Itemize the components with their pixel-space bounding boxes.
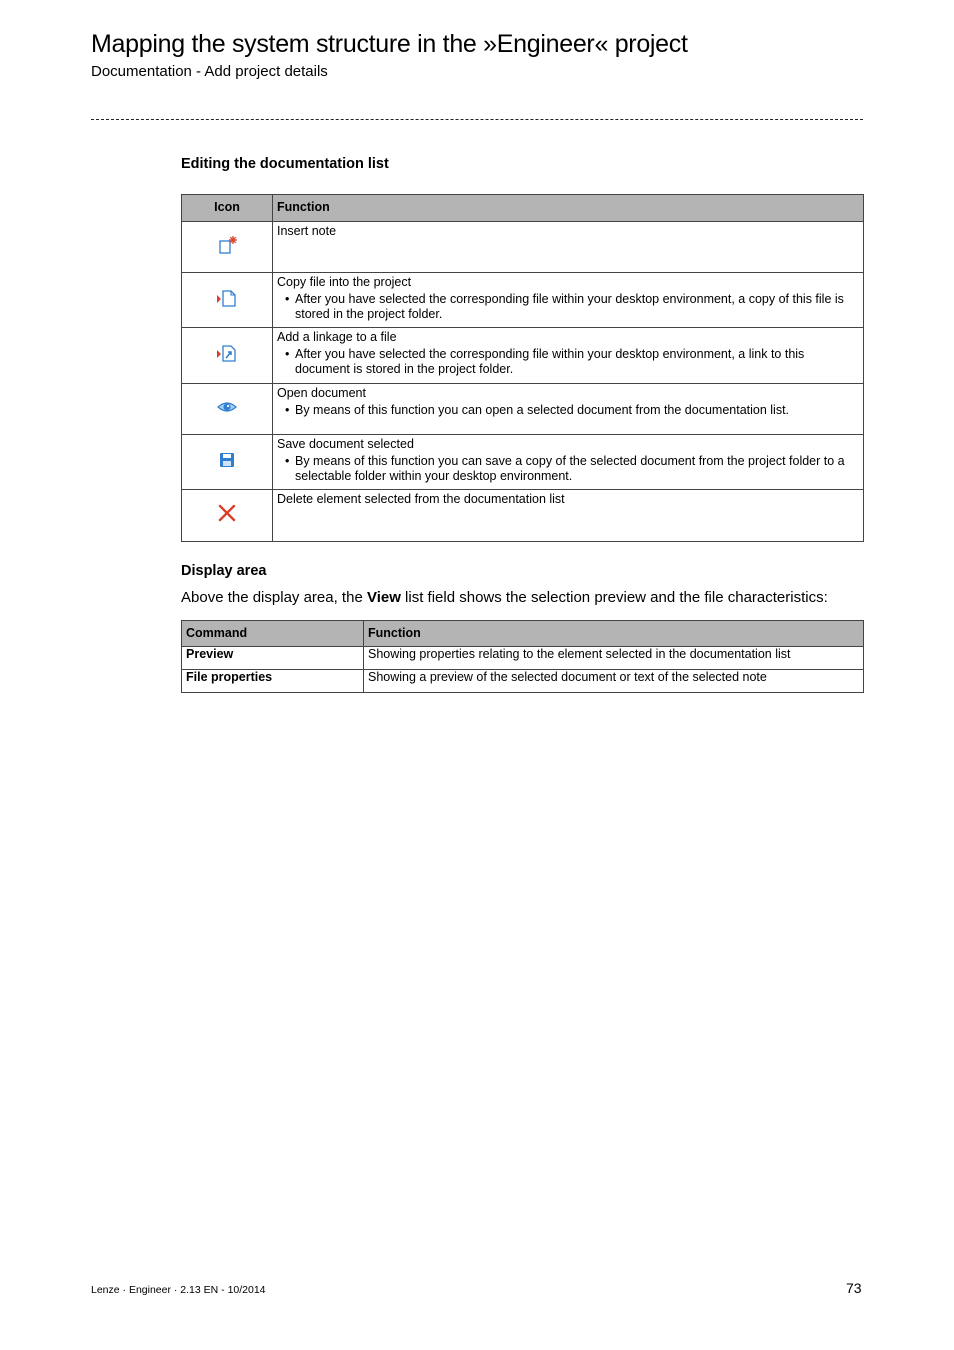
table-header-row bbox=[182, 621, 864, 647]
column-header-command: Command bbox=[182, 621, 364, 647]
icon-cell bbox=[182, 328, 273, 384]
link-file-icon bbox=[216, 342, 238, 364]
function-cell bbox=[273, 384, 864, 435]
display-area-intro bbox=[181, 589, 828, 607]
page-title: Mapping the system structure in the »Engineer« project bbox=[91, 30, 688, 58]
copy-file-icon bbox=[216, 287, 238, 309]
function-title: Open document bbox=[277, 386, 366, 400]
bullet-item: • By means of this function you can open a selected document from the documentation list. bbox=[295, 403, 859, 419]
column-header-function: Function bbox=[364, 621, 864, 647]
delete-x-icon bbox=[216, 502, 238, 524]
icon-cell bbox=[182, 435, 273, 490]
bullet-item: • After you have selected the corresponding file within your desktop environment, a link to this document is stored in the project folder. bbox=[295, 347, 859, 378]
command-cell: Preview bbox=[182, 647, 364, 670]
eye-icon bbox=[216, 396, 238, 418]
function-cell bbox=[273, 490, 864, 542]
bullet-item: • By means of this function you can save a copy of the selected document from the project folder to a selectable folder within your desktop environment. bbox=[295, 454, 859, 485]
function-title: Add a linkage to a file bbox=[277, 330, 397, 344]
bullet-item: • After you have selected the corresponding file within your desktop environment, a copy of this file is stored in the project folder. bbox=[295, 292, 859, 323]
function-title: Insert note bbox=[277, 224, 337, 238]
save-disk-icon bbox=[216, 449, 238, 471]
editing-section-heading: Editing the documentation list bbox=[181, 156, 389, 172]
icon-cell bbox=[182, 384, 273, 435]
table-row bbox=[182, 328, 864, 384]
function-title: Copy file into the project bbox=[277, 275, 412, 289]
function-cell bbox=[273, 273, 864, 328]
display-area-command-table bbox=[181, 620, 864, 693]
footer-document-info: Lenze · Engineer · 2.13 EN - 10/2014 bbox=[91, 1284, 266, 1296]
header-divider bbox=[91, 119, 863, 120]
page-subtitle: Documentation - Add project details bbox=[91, 63, 328, 80]
page-number: 73 bbox=[846, 1280, 862, 1296]
function-cell bbox=[273, 328, 864, 384]
column-header-icon: Icon bbox=[182, 195, 273, 222]
table-row bbox=[182, 384, 864, 435]
function-cell: Showing properties relating to the element selected in the documentation list bbox=[364, 647, 864, 670]
intro-view-keyword: View bbox=[366, 589, 401, 606]
function-cell bbox=[273, 222, 864, 273]
bullet-list bbox=[277, 347, 859, 378]
table-row bbox=[182, 490, 864, 542]
table-row bbox=[182, 435, 864, 490]
bullet-list bbox=[277, 292, 859, 323]
column-header-function: Function bbox=[273, 195, 864, 222]
insert-note-icon bbox=[216, 234, 238, 256]
function-title: Save document selected bbox=[277, 437, 414, 451]
intro-text-after: list field shows the selection preview and the file characteristics: bbox=[400, 589, 828, 606]
display-area-heading: Display area bbox=[181, 563, 267, 579]
table-row bbox=[182, 273, 864, 328]
table-row bbox=[182, 647, 864, 670]
table-row bbox=[182, 670, 864, 693]
bullet-list bbox=[277, 403, 859, 419]
function-title: Delete element selected from the documentation list bbox=[277, 492, 565, 506]
command-cell: File properties bbox=[182, 670, 364, 693]
icon-cell bbox=[182, 273, 273, 328]
table-row bbox=[182, 222, 864, 273]
documentation-list-icon-table bbox=[181, 194, 864, 542]
function-cell bbox=[273, 435, 864, 490]
bullet-list bbox=[277, 454, 859, 485]
intro-text-before: Above the display area, the bbox=[181, 589, 367, 606]
icon-cell bbox=[182, 222, 273, 273]
icon-cell bbox=[182, 490, 273, 542]
table-header-row bbox=[182, 195, 864, 222]
function-cell: Showing a preview of the selected document or text of the selected note bbox=[364, 670, 864, 693]
